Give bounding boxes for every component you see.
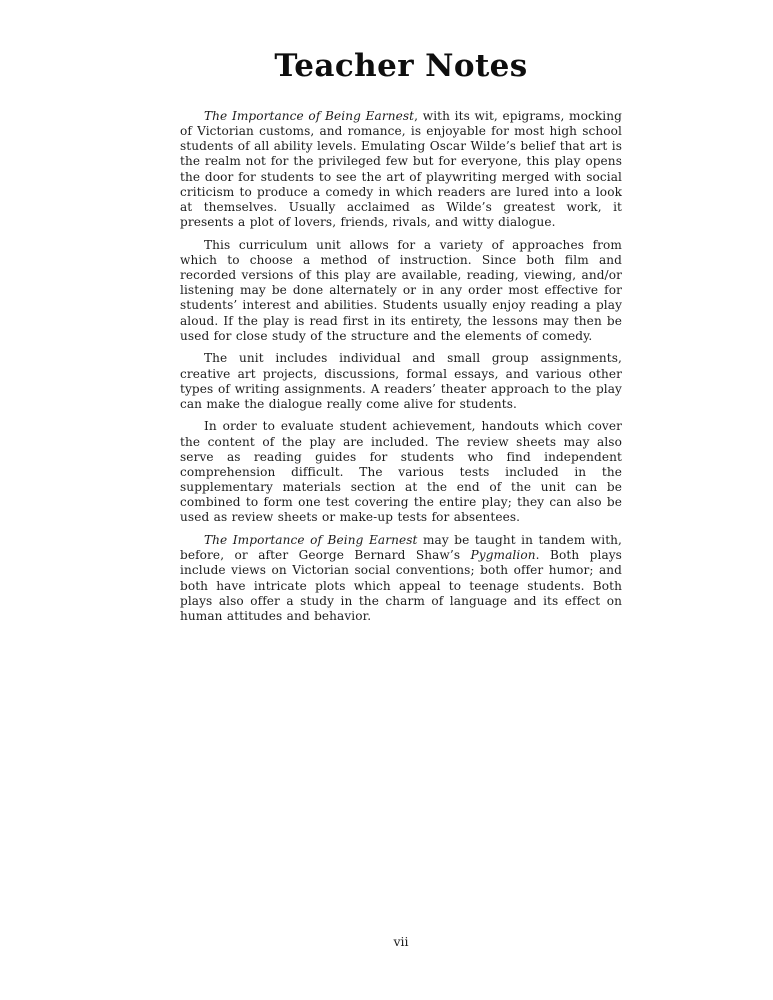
page-content [180,48,622,632]
page-title: Teacher Notes [274,48,528,84]
paragraph-unit-includes [180,351,622,412]
body-text: This curriculum unit allows for a variety of approaches from which to choose a method of instruction. Since both film and recorded versions of this play are available, reading, viewing, and/or listening may be done alternately or in any order most effective for students’ interest and abilities. Students usually enjoy reading a play aloud. If the play is read first in its entirety, the lessons may then be used for close study of the structure and the elements of comedy. [180,237,622,343]
body-text: In order to evaluate student achievement, handouts which cover the content of the play are included. The review sheets may also serve as reading guides for students who find independent comprehension difficult. The various tests included in the supplementary materials section at the end of the unit can be combined to form one test covering the entire play; they can also be used as review sheets or make-up tests for absentees. [180,419,622,525]
body-text: The unit includes individual and small group assignments, creative art projects, discussions, formal essays, and various other types of writing assignments. A readers’ theater approach to the play can make the dialogue really come alive for students. [180,351,622,411]
paragraph-pygmalion [180,533,622,624]
paragraph-evaluation [180,419,622,525]
book-title-italic: Pygmalion [470,548,536,563]
body-text: , with its wit, epigrams, mocking of Victorian customs, and romance, is enjoyable for most high school students of all ability levels. Emulating Oscar Wilde’s belief that art is the realm not for the privileged few but for everyone, this play opens the door for students to see the art of playwriting merged with social criticism to produce a comedy in which readers are lured into a look at themselves. Usually acclaimed as Wilde’s greatest work, it presents a plot of lovers, friends, rivals, and witty dialogue. [180,109,622,230]
page-number: vii [393,934,409,949]
body-text: . Both plays include views on Victorian social conventions; both offer humor; and both have intricate plots which appeal to teenage students. Both plays also offer a study in the charm of language and its effect on human attitudes and behavior. [180,548,622,623]
paragraph-intro [180,109,622,230]
book-title-italic: The Importance of Being Earnest [204,109,415,123]
book-title-italic: The Importance of Being Earnest [204,533,418,548]
body-text: may be taught in tandem with, before, or after George Bernard Shaw’s [180,533,622,563]
paragraph-curriculum [180,238,622,344]
